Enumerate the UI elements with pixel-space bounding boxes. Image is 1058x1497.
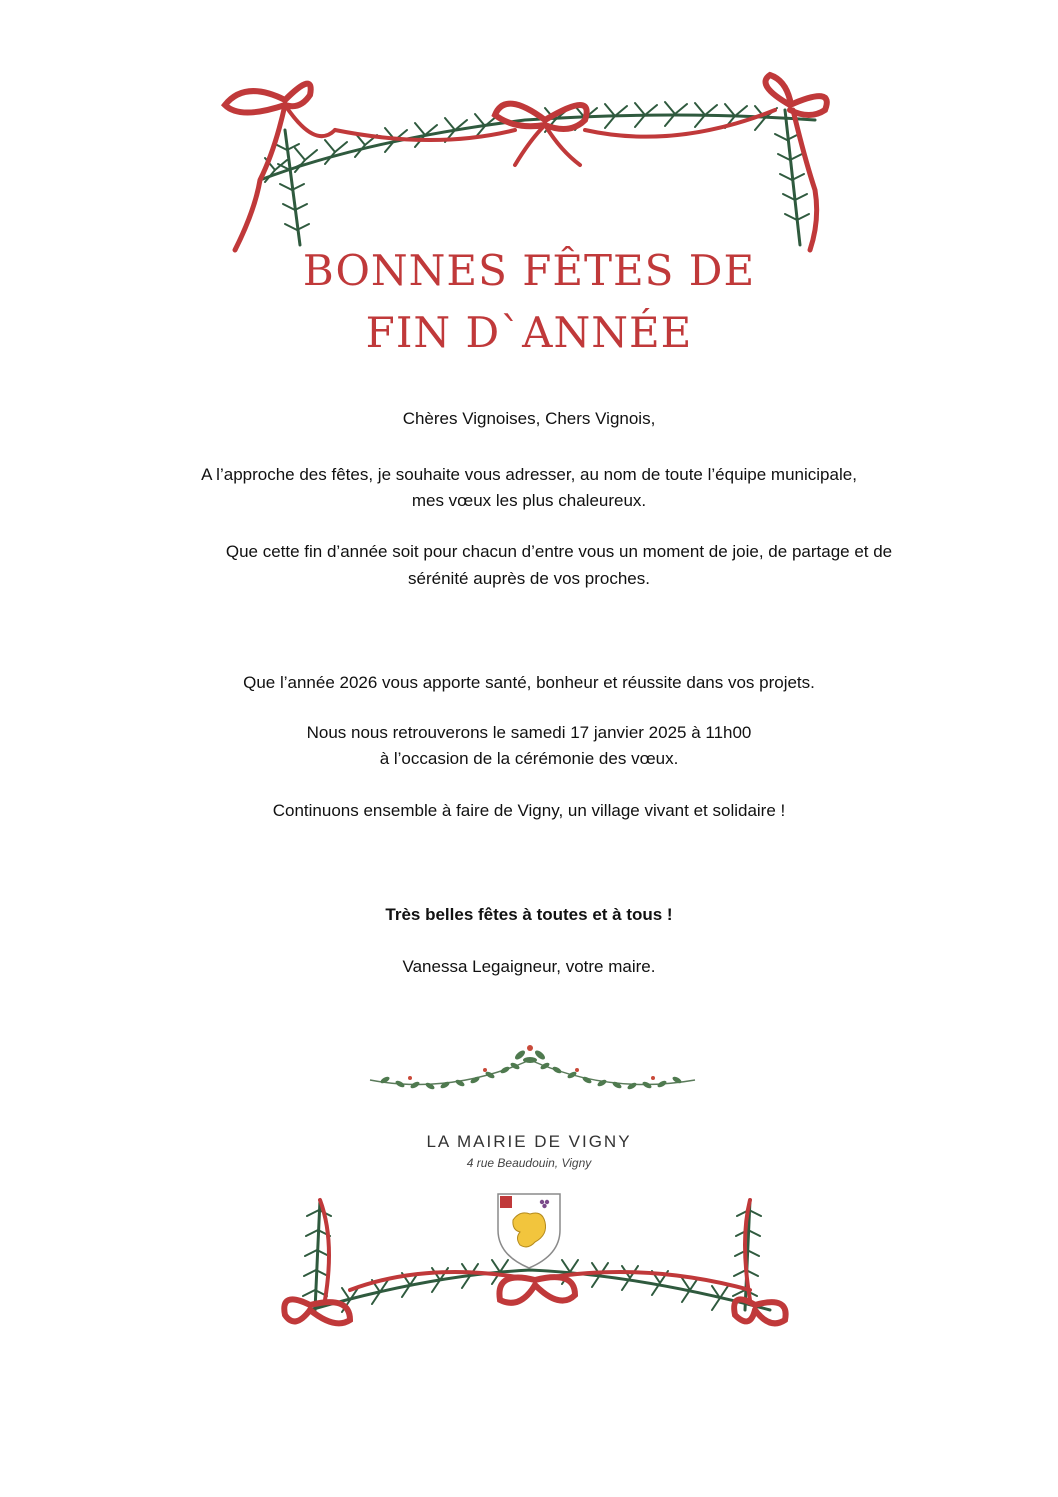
paragraph-2-line-1: Que cette fin d’année soit pour chacun d’entre vous un moment de joie, de partage et de [225, 542, 893, 561]
signature: Vanessa Legaigneur, votre maire. [402, 957, 656, 976]
paragraph-2-line-2: sérénité auprès de vos proches. [408, 569, 650, 588]
paragraph-1-line-1: A l’approche des fêtes, je souhaite vous adresser, au nom de toute l’équipe municipale, [201, 465, 857, 484]
title-line-2: FIN D`ANNÉE [365, 308, 693, 357]
paragraph-3: Que l’année 2026 vous apporte santé, bonheur et réussite dans vos projets. [243, 673, 815, 692]
mairie-address: 4 rue Beaudouin, Vigny [466, 1156, 592, 1170]
paragraph-4-line-1: Nous nous retrouverons le samedi 17 janvier 2025 à 11h00 [306, 723, 752, 742]
paragraph-1-line-2: mes vœux les plus chaleureux. [411, 491, 647, 510]
salutation: Chères Vignoises, Chers Vignois, [402, 409, 656, 428]
paragraph-4-line-2: à l’occasion de la cérémonie des vœux. [379, 749, 679, 768]
vigny-crest-icon [498, 1194, 560, 1268]
top-garland-decoration [215, 70, 845, 260]
closing-line: Très belles fêtes à toutes et à tous ! [385, 905, 673, 924]
small-garland-decoration [365, 1040, 700, 1110]
title-line-1: BONNES FÊTES DE [302, 246, 756, 295]
paragraph-5: Continuons ensemble à faire de Vigny, un village vivant et solidaire ! [272, 801, 786, 820]
bottom-garland-decoration [280, 1190, 790, 1350]
mairie-name: LA MAIRIE DE VIGNY [426, 1132, 632, 1151]
